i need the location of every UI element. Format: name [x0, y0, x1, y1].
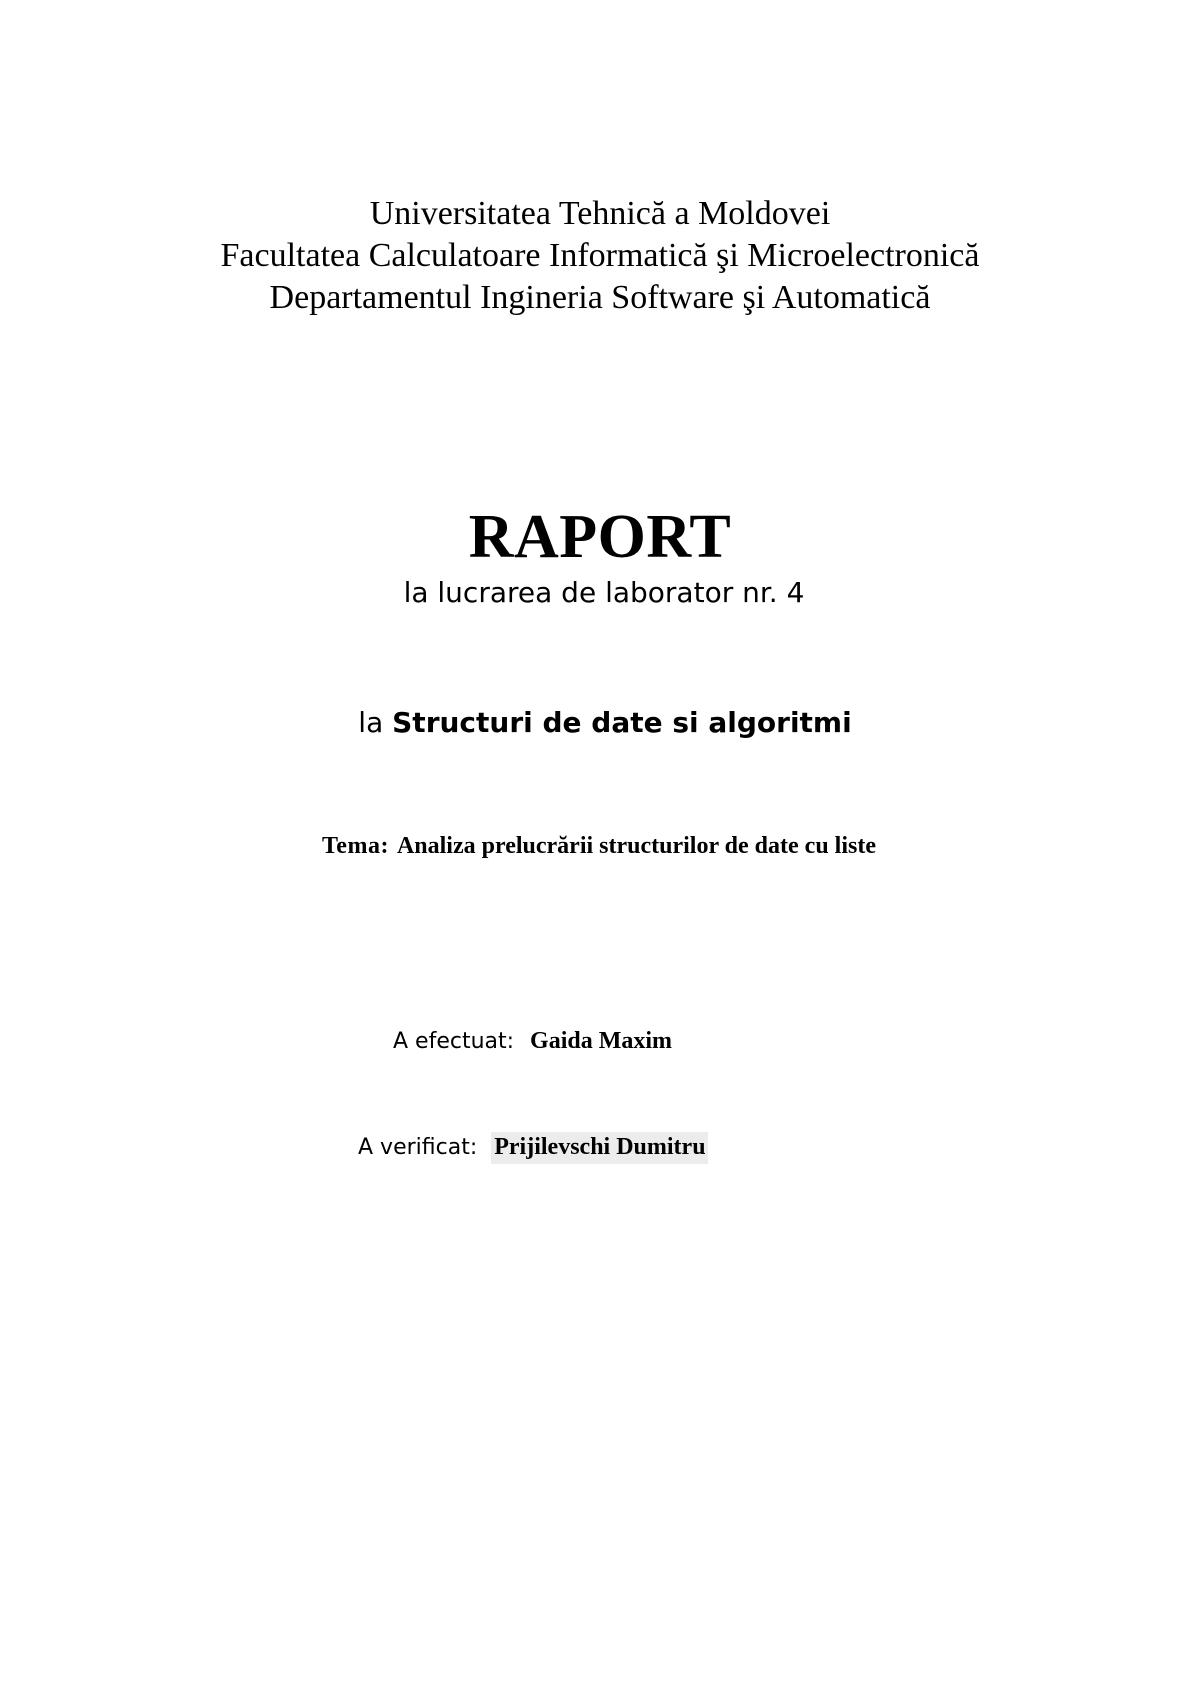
topic-label: Tema:	[322, 833, 389, 859]
verified-by-row	[358, 1130, 708, 1167]
verified-by-label: A verificat:	[358, 1135, 478, 1160]
subject-prefix: la	[358, 706, 384, 739]
performed-by-label: A efectuat:	[393, 1029, 515, 1054]
university-name: Universitatea Tehnică a Moldovei	[369, 195, 831, 232]
report-subtitle: la lucrarea de laborator nr. 4	[403, 576, 805, 609]
performed-by-name: Gaida Maxim	[530, 1028, 673, 1054]
department-name: Departamentul Ingineria Software şi Automatică	[269, 279, 931, 316]
topic-line	[322, 830, 876, 862]
report-title: RAPORT	[468, 503, 732, 571]
subject-name: Structuri de date si algoritmi	[392, 706, 852, 739]
faculty-name: Facultatea Calculatoare Informatică şi Microelectronică	[220, 237, 980, 274]
topic-value: Analiza prelucrării structurilor de date cu liste	[396, 833, 876, 859]
verified-by-name: Prijilevschi Dumitru	[491, 1132, 707, 1164]
course-subject	[0, 703, 1200, 743]
institution-header	[0, 193, 1200, 319]
performed-by-row	[393, 1024, 672, 1061]
